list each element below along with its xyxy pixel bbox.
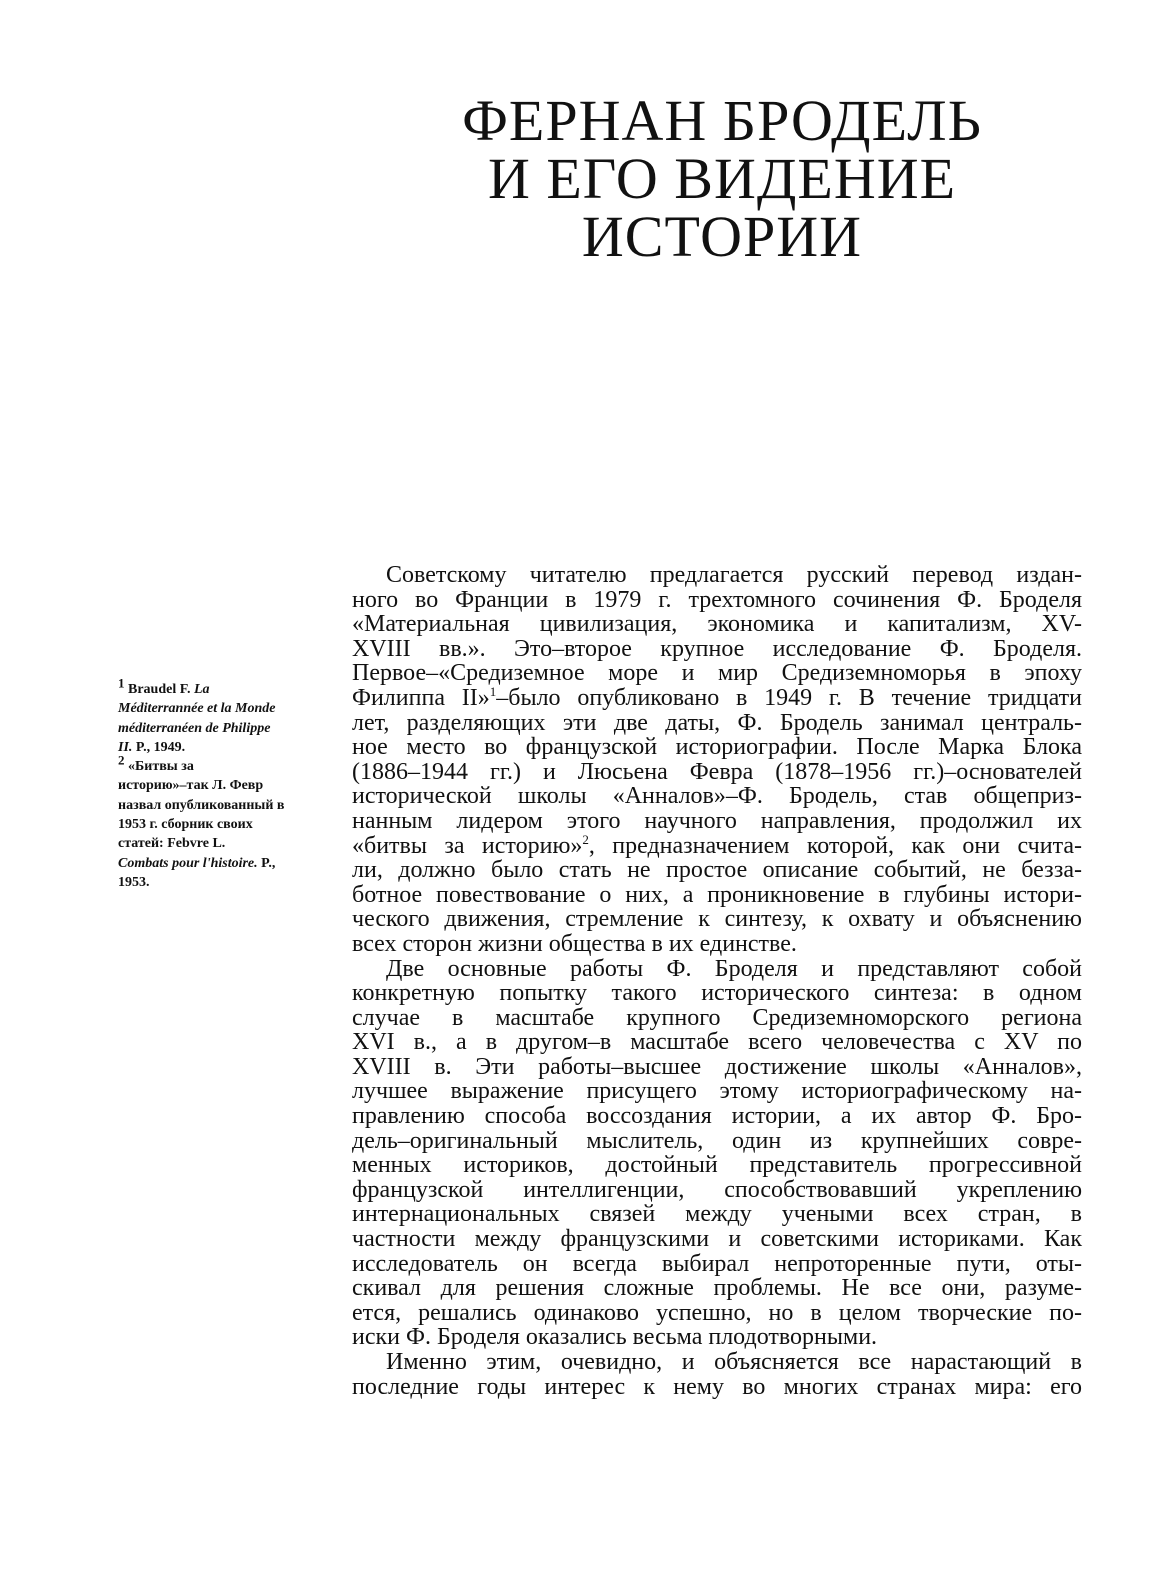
footnote-2: [118, 752, 328, 892]
footnote-line: назвал опубликованный в: [118, 797, 285, 813]
text-line: ботное повествование о них, а проникновение в глубины истори-: [352, 881, 1082, 908]
text-segment: «битвы за историю»: [352, 832, 583, 859]
text-line: лучшее выражение присущего этому историографическому на-: [352, 1078, 1082, 1105]
text-segment: –было опубликовано в 1949 г. В течение тридцати: [496, 684, 1082, 711]
text-line: [352, 831, 1083, 859]
text-line: исследователь он всегда выбирал непроторенные пути, оты-: [352, 1250, 1082, 1277]
footnote-text: P.,: [257, 855, 276, 871]
footnote-line: 1953.: [118, 874, 150, 890]
text-line: XVIII в. Эти работы–высшее достижение школы «Анналов»,: [352, 1053, 1082, 1080]
text-line: нанным лидером этого научного направления, продолжил их: [352, 807, 1082, 834]
text-line: ного во Франции в 1979 г. трехтомного сочинения Ф. Броделя: [352, 586, 1082, 613]
footnote-line: [118, 752, 328, 776]
text-segment: , предназначением которой, как они счита-: [588, 832, 1083, 859]
footnote-text-italic: Combats pour l'histoire.: [118, 855, 258, 871]
text-line: Две основные работы Ф. Броделя и представляют собой: [386, 955, 1082, 982]
text-line: дель–оригинальный мыслитель, один из крупнейших совре-: [352, 1127, 1082, 1154]
article-body: [352, 563, 1082, 1399]
text-line: [352, 683, 1082, 711]
footnote-ref-2: 2: [582, 831, 589, 847]
title-line-1: ФЕРНАН БРОДЕЛЬ: [462, 88, 982, 153]
text-line: французской интеллигенции, способствовавший укреплению: [352, 1176, 1082, 1203]
footnote-text: P., 1949.: [132, 739, 186, 755]
text-line: последние годы интерес к нему во многих странах мира: его: [352, 1373, 1082, 1400]
footnote-text-italic: II.: [118, 739, 133, 755]
footnote-mark: 2: [118, 752, 125, 768]
footnote-text: «Битвы за: [128, 759, 194, 775]
text-line: интернациональных связей между учеными всех стран, в: [352, 1201, 1082, 1228]
text-line: частности между французскими и советскими историками. Как: [352, 1226, 1082, 1253]
text-line: Именно этим, очевидно, и объясняется все нарастающий в: [386, 1349, 1082, 1375]
text-line: менных историков, достойный представитель прогрессивной: [352, 1152, 1082, 1179]
text-line: правлению способа воссоздания истории, а их автор Ф. Бро-: [352, 1103, 1082, 1130]
footnote-line: [118, 675, 328, 699]
title-line-2: И ЕГО ВИДЕНИЕ: [487, 146, 957, 211]
paragraph-1: [352, 563, 1082, 957]
footnote-1: [118, 675, 328, 757]
footnote-ref-1: 1: [489, 683, 497, 699]
footnote-line: [118, 854, 328, 873]
article-title: [360, 88, 1084, 269]
text-line: скивал для решения сложные проблемы. Не все они, разуме-: [352, 1275, 1082, 1302]
footnote-line: [118, 699, 328, 718]
text-line: Советскому читателю предлагается русский перевод издан-: [386, 562, 1082, 588]
text-line: всех сторон жизни общества в их единстве.: [352, 930, 797, 957]
text-line: иски Ф. Броделя оказались весьма плодотворными.: [352, 1324, 878, 1351]
text-line: (1886–1944 гг.) и Люсьена Февра (1878–1956 гг.)–основателей: [352, 758, 1082, 785]
footnote-text-italic: La: [194, 682, 210, 697]
footnote-text-italic: méditerranéen de Philippe: [118, 720, 271, 736]
text-segment: Филиппа II»: [352, 684, 490, 711]
text-line: конкретную попытку такого исторического синтеза: в одном: [352, 980, 1082, 1007]
footnotes-margin: [118, 675, 328, 892]
footnote-line: [118, 719, 328, 738]
text-line: исторической школы «Анналов»–Ф. Бродель, став общеприз-: [352, 783, 1082, 810]
paragraph-3: [352, 1350, 1082, 1399]
footnote-line: историю»–так Л. Февр: [118, 778, 264, 794]
footnote-line: статей: Febvre L.: [118, 836, 226, 852]
footnote-text-italic: Méditerrannée et la Monde: [118, 701, 276, 717]
footnote-mark: 1: [118, 675, 125, 691]
title-line-3: ИСТОРИИ: [581, 204, 863, 269]
paragraph-2: [352, 957, 1082, 1351]
text-line: ное место во французской историографии. После Марка Блока: [352, 734, 1082, 761]
text-line: ли, должно было стать не простое описание событий, не безза-: [352, 857, 1082, 884]
text-line: XVI в., а в другом–в масштабе всего человечества с XV по: [352, 1029, 1082, 1056]
footnote-line: [118, 738, 328, 757]
footnote-line: 1953 г. сборник своих: [118, 817, 253, 833]
text-line: XVIII вв.». Это–второе крупное исследование Ф. Броделя.: [352, 635, 1082, 662]
text-line: ется, решались одинаково успешно, но в целом творческие по-: [352, 1299, 1082, 1326]
text-line: случае в масштабе крупного Средиземноморского региона: [352, 1004, 1082, 1031]
footnote-text: Braudel F.: [128, 682, 194, 697]
text-line: «Материальная цивилизация, экономика и капитализм, XV-: [352, 611, 1082, 638]
text-line: лет, разделяющих эти две даты, Ф. Бродель занимал централь-: [352, 709, 1082, 736]
text-line: ческого движения, стремление к синтезу, к охвату и объяснению: [352, 906, 1082, 933]
text-line: Первое–«Средиземное море и мир Средиземноморья в эпоху: [352, 660, 1082, 687]
